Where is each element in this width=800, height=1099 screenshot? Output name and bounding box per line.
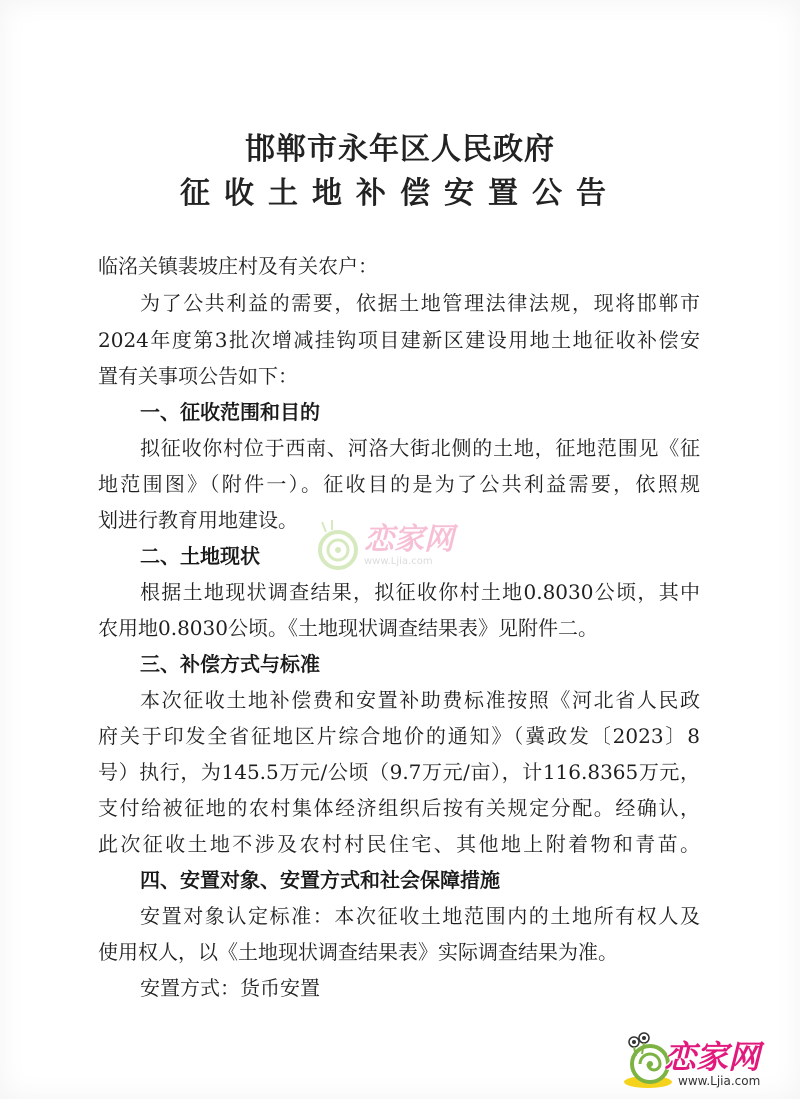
intro-line-3: 置有关事项公告如下： xyxy=(98,364,298,388)
salutation: 临洺关镇裴坡庄村及有关农户： xyxy=(98,254,378,278)
section-heading-land-status: 二、土地现状 xyxy=(140,544,260,568)
section2-line-2: 农用地0.8030公顷。《土地现状调查结果表》见附件二。 xyxy=(98,616,598,640)
section3-line-5: 此次征收土地不涉及农村村民住宅、其他地上附着物和青苗。 xyxy=(98,832,700,856)
intro-line-1: 为了公共利益的需要，依据土地管理法律法规，现将邯郸市 xyxy=(140,291,700,315)
section3-line-3: 号）执行，为145.5万元/公顷（9.7万元/亩），计116.8365万元， xyxy=(98,760,700,784)
section1-line-2: 地范围图》（附件一）。征收目的是为了公共利益需要，依照规 xyxy=(98,472,700,496)
corner-logo-url: www.Ljia.com xyxy=(678,1074,761,1088)
section4-line-2: 使用权人，以《土地现状调查结果表》实际调查结果为准。 xyxy=(98,940,618,964)
center-watermark-text: 恋家网 xyxy=(364,522,454,557)
document-title-subject: 征收土地补偿安置公告 xyxy=(180,176,620,211)
section4-line-3: 安置方式：货币安置 xyxy=(140,976,320,1000)
section1-line-3: 划进行教育用地建设。 xyxy=(98,508,298,532)
section-heading-compensation: 三、补偿方式与标准 xyxy=(140,652,320,676)
corner-logo-text: 恋家网 xyxy=(664,1038,761,1076)
section-heading-scope: 一、征收范围和目的 xyxy=(140,400,320,424)
corner-logo xyxy=(622,1030,792,1092)
section3-line-4: 支付给被征地的农村集体经济组织后按有关规定分配。经确认， xyxy=(98,796,700,820)
section3-line-1: 本次征收土地补偿费和安置补助费标准按照《河北省人民政 xyxy=(140,688,700,712)
center-watermark-url: www.Ljia.com xyxy=(364,556,433,567)
intro-line-2: 2024年度第3批次增减挂钩项目建新区建设用地土地征收补偿安 xyxy=(98,328,700,352)
section2-line-1: 根据土地现状调查结果，拟征收你村土地0.8030公顷，其中 xyxy=(140,580,700,604)
section4-line-1: 安置对象认定标准：本次征收土地范围内的土地所有权人及 xyxy=(140,904,700,928)
section3-line-2: 府关于印发全省征地区片综合地价的通知》（冀政发〔2023〕8 xyxy=(98,724,700,748)
document-title-issuer: 邯郸市永年区人民政府 xyxy=(245,132,555,167)
center-watermark xyxy=(312,520,454,572)
snail-logo-icon xyxy=(312,520,360,572)
section-heading-resettlement: 四、安置对象、安置方式和社会保障措施 xyxy=(140,868,500,892)
section1-line-1: 拟征收你村位于西南、河洛大街北侧的土地，征地范围见《征 xyxy=(140,436,700,460)
